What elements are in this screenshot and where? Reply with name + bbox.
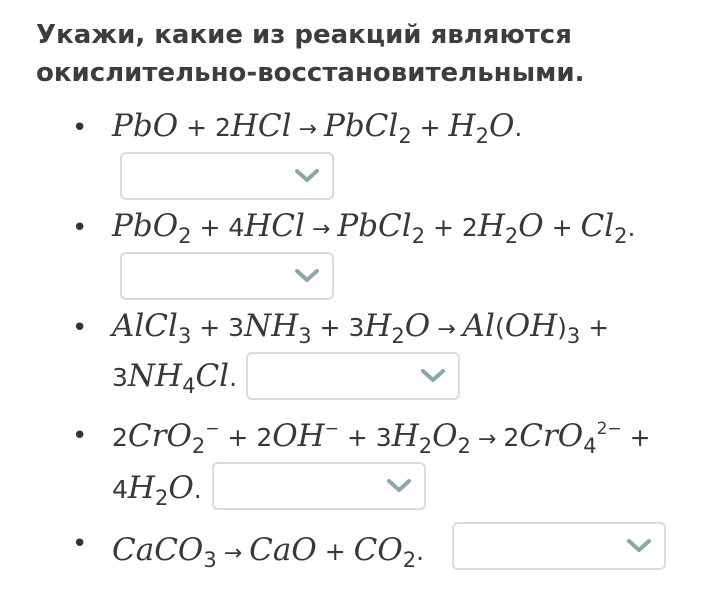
equation-token: Al [462,308,495,344]
equation-token: 2 [391,324,405,348]
equation-token: OH [504,308,558,344]
equation-token: PbO [112,108,179,144]
equation-token: . [416,537,425,566]
equation-token: PbCl [323,108,399,144]
equation-token: + [411,113,449,142]
equation-token: 2 [191,434,206,458]
equation-token: 2 [178,224,192,248]
equation-token: CO [353,532,403,568]
equation-token: 3 [298,324,312,348]
equation-token: 2 [402,548,417,572]
equation-token: + [580,313,610,342]
equation-token: OH [272,418,325,454]
equation-token: + [621,423,651,452]
equation-token: 2 [504,224,519,248]
redox-select-5[interactable] [452,522,666,570]
equation-token: . [229,363,238,392]
equation-token: 2 [112,423,128,452]
equation-token: + 3 [311,313,365,342]
redox-select-4[interactable] [212,462,426,510]
equation-token: 3 [177,324,192,348]
equation-2 [112,206,635,250]
equation-token: CaCO [112,532,204,568]
chevron-down-icon [294,266,320,286]
equation-token: → [470,427,504,452]
equation-token: O [404,308,431,344]
equation-token: 4 [583,434,597,458]
equation-token: 2 [418,434,433,458]
chevron-down-icon [294,166,320,186]
equation-token: ) [557,313,567,342]
chevron-down-icon [626,536,652,556]
equation-token: 2 [398,124,412,148]
equation-token: 3 [203,548,217,572]
page-title: Укажи, какие из реакций являются окислительно-восстановительными. [36,20,585,88]
bullet-1: • [72,113,88,143]
equation-token: + 4 [191,213,245,242]
equation-token: PbO [112,208,179,244]
equation-token: + 3 [191,313,245,342]
equation-token: + 2 [219,423,273,452]
equation-1 [112,106,522,150]
equation-token: 3 [566,324,581,348]
equation-token: 3 [112,363,128,392]
bullet-4: • [72,421,88,451]
equation-token: O [432,418,458,454]
equation-4 [112,416,651,460]
chevron-down-icon [420,366,446,386]
equation-token: 4 [182,374,196,398]
equation-token: → [304,217,338,242]
redox-select-2[interactable] [120,252,334,300]
equation-token: CrO [519,418,584,454]
equation-token: + 2 [178,113,231,142]
equation-token: O [488,108,515,144]
equation-token: AlCl [112,308,178,344]
equation-token: 4 [112,475,128,504]
equation-token: → [216,541,250,566]
equation-token: O [168,470,194,506]
equation-token: H [448,108,476,144]
equation-3-cont [112,356,237,398]
equation-token: → [430,317,463,342]
chevron-down-icon [386,476,412,496]
equation-token: + 2 [425,213,478,242]
equation-token: 2 [475,124,489,148]
equation-token: 2 [614,224,628,248]
equation-token: . [514,113,523,142]
equation-token: H [364,308,392,344]
redox-select-3[interactable] [246,352,460,400]
bullet-2: • [72,213,88,243]
equation-token: NH [244,308,299,344]
bullet-5: • [72,529,88,559]
equation-token: → [291,117,324,142]
equation-token: Cl [195,358,230,394]
equation-token: + 3 [338,423,392,452]
equation-token: HCl [230,108,292,144]
equation-token: 2− [596,419,622,439]
equation-token: − [205,419,220,439]
equation-token: + [316,537,354,566]
equation-4-cont [112,468,202,510]
equation-token: PbCl [337,208,412,244]
bullet-3: • [72,313,88,343]
equation-token: Cl [580,208,615,244]
equation-token: O [518,208,544,244]
equation-token: NH [127,358,183,394]
equation-token: CrO [127,418,192,454]
equation-token: . [627,213,636,242]
equation-token: H [477,208,505,244]
equation-token: + [543,213,581,242]
equation-token: ( [494,313,505,342]
equation-token: 2 [503,423,520,452]
equation-token: 2 [411,224,426,248]
equation-token: HCl [244,208,305,244]
equation-3 [112,306,609,350]
equation-token: − [324,419,339,439]
equation-token: H [127,470,155,506]
equation-token: . [193,475,202,504]
equation-token: 2 [154,486,169,510]
equation-5 [112,530,424,574]
redox-select-1[interactable] [120,152,334,200]
equation-token: CaO [249,532,317,568]
equation-token: H [391,418,419,454]
equation-token: 2 [457,434,471,458]
